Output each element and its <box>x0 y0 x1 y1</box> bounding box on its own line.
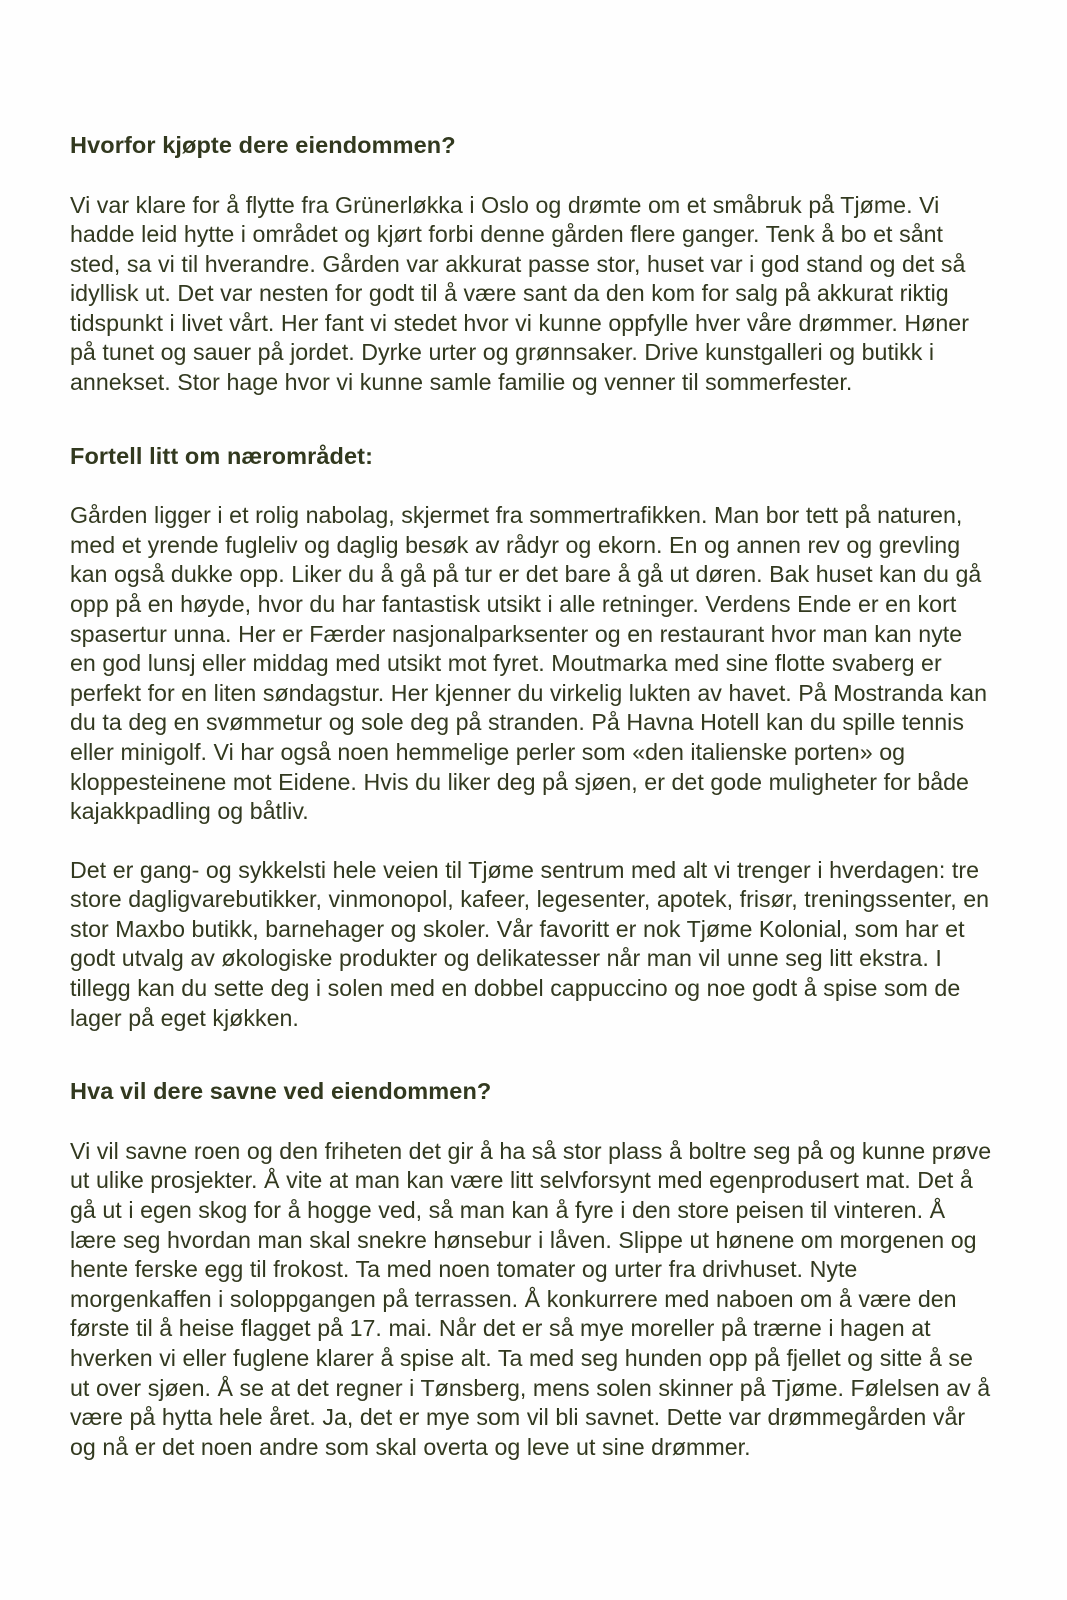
paragraph-local-area-1: Gården ligger i et rolig nabolag, skjermet fra sommertrafikken. Man bor tett på naturen, med et yrende fugleliv og daglig besøk av rådyr og ekorn. En og annen rev og grevling kan også dukke opp. Liker du å gå på tur er det bare å gå ut døren. Bak huset kan du gå opp på en høyde, hvor du har fantastisk utsikt i alle retninger. Verdens Ende er en kort spasertur unna. Her er Færder nasjonalparksenter og en restaurant hvor man kan nyte en god lunsj eller middag med utsikt mot fyret. Moutmarka med sine flotte svaberg er perfekt for en liten søndagstur. Her kjenner du virkelig lukten av havet. På Mostranda kan du ta deg en svømmetur og sole deg på stranden. På Havna Hotell kan du spille tennis eller minigolf. Vi har også noen hemmelige perler som «den italienske porten» og kloppesteinene mot Eidene. Hvis du liker deg på sjøen, er det gode muligheter for både kajakkpadling og båtliv. <box>70 502 988 825</box>
paragraph-local-area-2: Det er gang- og sykkelsti hele veien til Tjøme sentrum med alt vi trenger i hverdagen: tre store dagligvarebutikker, vinmonopol, kafeer, legesenter, apotek, frisør, treningssenter, en stor Maxbo butikk, barnehager og skoler. Vår favoritt er nok Tjøme Kolonial, som har et godt utvalg av økologiske produkter og delikatesser når man vil unne seg litt ekstra. I tillegg kan du sette deg i solen med en dobbel cappuccino og noe godt å spise som de lager på eget kjøkken. <box>70 856 990 1031</box>
paragraph-why-bought-1: Vi var klare for å flytte fra Grünerløkka i Oslo og drømte om et småbruk på Tjøme. Vi hadde leid hytte i området og kjørt forbi denne gården flere ganger. Tenk å bo et sånt sted, sa vi til hverandre. Gården var akkurat passe stor, huset var i god stand og det så idyllisk ut. Det var nesten for godt til å være sant da den kom for salg på akkurat riktig tidspunkt i livet vårt. Her fant vi stedet hvor vi kunne oppfylle hver våre drømmer. Høner på tunet og sauer på jordet. Dyrke urter og grønnsaker. Drive kunstgalleri og butikk i annekset. Stor hage hvor vi kunne samle familie og venner til sommerfester. <box>70 191 969 396</box>
section-heading-why-bought: Hvorfor kjøpte dere eiendommen? <box>70 132 456 158</box>
section-heading-will-miss: Hva vil dere savne ved eiendommen? <box>70 1078 492 1105</box>
section-local-area <box>70 442 992 1034</box>
section-heading-local-area: Fortell litt om nærområdet: <box>70 442 373 469</box>
section-why-bought <box>70 131 992 398</box>
paragraph-will-miss-1: Vi vil savne roen og den friheten det gir å ha så stor plass å boltre seg på og kunne prøve ut ulike prosjekter. Å vite at man kan være litt selvforsynt med egenprodusert mat. Det å gå ut i egen skog for å hogge ved, så man kan å fyre i den store peisen til vinteren. Å lære seg hvordan man skal snekre hønsebur i låven. Slippe ut hønene om morgenen og hente ferske egg til frokost. Ta med noen tomater og urter fra drivhuset. Nyte morgenkaffen i soloppgangen på terrassen. Å konkurrere med naboen om å være den første til å heise flagget på 17. mai. Når det er så mye moreller på trærne i hagen at hverken vi eller fuglene klarer å spise alt. Ta med seg hunden opp på fjellet og sitte å se ut over sjøen. Å se at det regner i Tønsberg, mens solen skinner på Tjøme. Følelsen av å være på hytta hele året. Ja, det er mye som vil bli savnet. Dette var drømmegården vår og nå er det noen andre som skal overta og leve ut sine drømmer. <box>70 1137 992 1460</box>
document-content <box>70 131 992 1462</box>
section-will-miss <box>70 1077 992 1462</box>
